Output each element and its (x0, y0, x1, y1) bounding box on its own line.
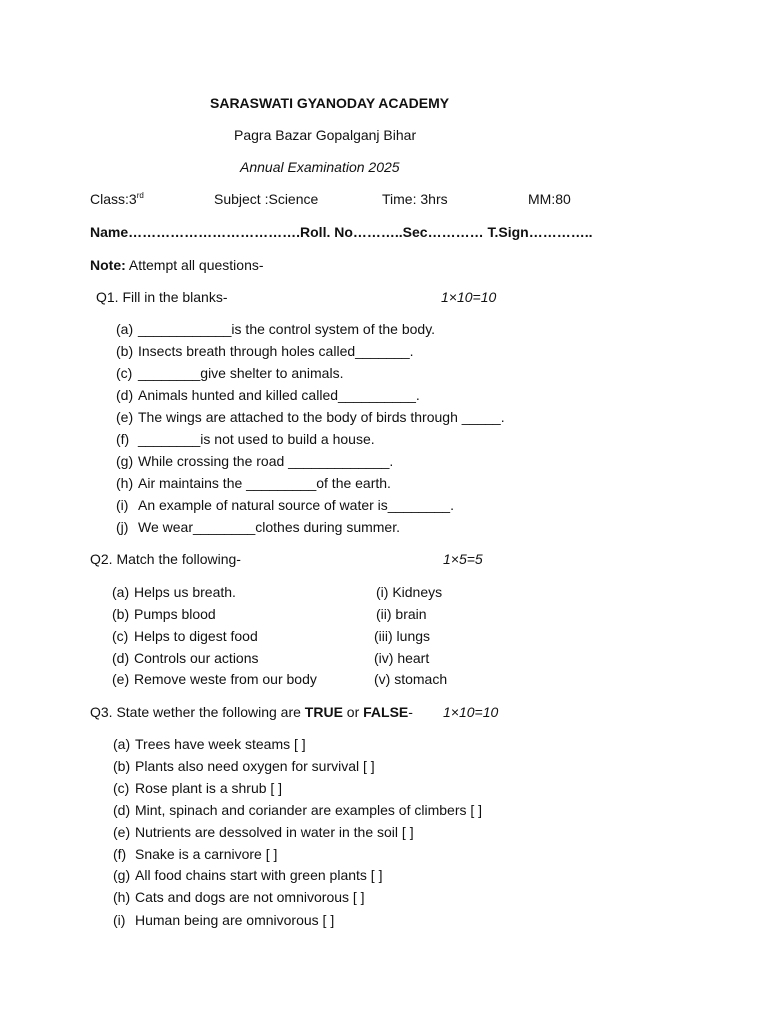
exam-title: Annual Examination 2025 (240, 159, 400, 175)
list-item (112, 670, 317, 688)
match-option: (i) Kidneys (376, 584, 443, 600)
item-label: (d) (113, 802, 131, 818)
item-text: Helps to digest food (134, 628, 258, 644)
item-label: (b) (112, 606, 130, 622)
list-item (113, 823, 414, 841)
item-text: Nutrients are dessolved in water in the soil [ ] (135, 824, 414, 840)
item-text: Snake is a carnivore [ ] (135, 846, 278, 862)
subject-info: Subject :Science (214, 191, 319, 207)
class-superscript: rd (136, 191, 144, 200)
item-text: Cats and dogs are not omnivorous [ ] (135, 889, 365, 905)
item-text: While crossing the road _____________. (138, 453, 394, 469)
list-item (113, 735, 306, 753)
list-item (113, 801, 482, 819)
item-label: (j) (116, 519, 129, 535)
list-item (113, 845, 277, 863)
q2-marks: 1×5=5 (443, 551, 483, 567)
q3-title (90, 703, 413, 721)
list-item (116, 320, 435, 338)
list-item (116, 342, 414, 360)
match-option: (iv) heart (374, 650, 430, 666)
item-text: An example of natural source of water is________. (138, 497, 454, 513)
q1-marks: 1×10=10 (441, 289, 497, 305)
q3-false-label: FALSE (363, 704, 409, 720)
q3-title-text: Q3. State wether the following are (90, 704, 305, 720)
item-label: (g) (116, 453, 134, 469)
item-label: (e) (112, 671, 130, 687)
item-text: Controls our actions (134, 650, 259, 666)
class-label: Class:3 (90, 191, 137, 207)
list-item (113, 866, 382, 884)
item-label: (a) (112, 584, 130, 600)
item-text: Pumps blood (134, 606, 216, 622)
list-item (112, 583, 236, 601)
q3-title-suffix: - (408, 704, 413, 720)
item-label: (c) (113, 780, 130, 796)
item-text: Animals hunted and killed called__________. (138, 387, 420, 403)
item-text: Helps us breath. (134, 584, 236, 600)
list-item (116, 452, 393, 470)
item-text: ________give shelter to animals. (138, 365, 344, 381)
list-item (116, 430, 375, 448)
list-item (116, 496, 454, 514)
item-text: Remove weste from our body (134, 671, 317, 687)
match-option: (v) stomach (374, 671, 448, 687)
note-line (90, 256, 264, 274)
q2-title: Q2. Match the following- (90, 551, 241, 567)
list-item (113, 779, 282, 797)
item-label: (c) (112, 628, 129, 644)
list-item (112, 649, 259, 667)
item-label: (d) (116, 387, 134, 403)
item-label: (d) (112, 650, 130, 666)
match-option: (iii) lungs (374, 628, 431, 644)
item-text: Human being are omnivorous [ ] (135, 912, 335, 928)
time-info: Time: 3hrs (382, 191, 448, 207)
item-text: We wear________clothes during summer. (138, 519, 401, 535)
class-info (90, 190, 144, 208)
q3-or-text: or (342, 704, 364, 720)
q3-true-label: TRUE (304, 704, 343, 720)
item-text: Plants also need oxygen for survival [ ] (135, 758, 375, 774)
list-item (112, 627, 258, 645)
item-label: (h) (113, 889, 131, 905)
marks-info: MM:80 (528, 191, 571, 207)
match-option: (ii) brain (376, 606, 427, 622)
item-text: Insects breath through holes called_______. (138, 343, 414, 359)
list-item (116, 408, 505, 426)
item-text: ________is not used to build a house. (138, 431, 375, 447)
q1-title: Q1. Fill in the blanks- (96, 289, 228, 305)
item-label: (e) (116, 409, 134, 425)
school-address: Pagra Bazar Gopalganj Bihar (234, 127, 417, 143)
item-label: (b) (113, 758, 131, 774)
item-text: Air maintains the _________of the earth. (138, 475, 391, 491)
item-label: (b) (116, 343, 134, 359)
item-text: Trees have week steams [ ] (135, 736, 306, 752)
list-item (116, 518, 400, 536)
list-item (112, 605, 216, 623)
item-text: All food chains start with green plants [ ] (135, 867, 383, 883)
list-item (116, 386, 420, 404)
item-label: (f) (113, 846, 127, 862)
item-label: (g) (113, 867, 131, 883)
list-item (113, 888, 365, 906)
school-name: SARASWATI GYANODAY ACADEMY (210, 95, 450, 111)
item-label: (i) (116, 497, 129, 513)
name-roll-line: Name……………………………….Roll. No………..Sec………… T.Sign………….. (90, 224, 593, 240)
list-item (116, 474, 391, 492)
item-label: (a) (113, 736, 131, 752)
item-label: (f) (116, 431, 130, 447)
item-label: (h) (116, 475, 134, 491)
item-text: Mint, spinach and coriander are examples of climbers [ ] (135, 802, 483, 818)
note-text: Attempt all questions- (125, 257, 264, 273)
note-label: Note: (90, 257, 126, 273)
list-item (113, 911, 334, 929)
item-label: (a) (116, 321, 134, 337)
list-item (113, 757, 375, 775)
item-label: (c) (116, 365, 133, 381)
item-text: ____________is the control system of the body. (138, 321, 436, 337)
list-item (116, 364, 343, 382)
item-text: Rose plant is a shrub [ ] (135, 780, 283, 796)
item-text: The wings are attached to the body of birds through _____. (138, 409, 505, 425)
item-label: (e) (113, 824, 131, 840)
item-label: (i) (113, 912, 126, 928)
q3-marks: 1×10=10 (443, 704, 499, 720)
